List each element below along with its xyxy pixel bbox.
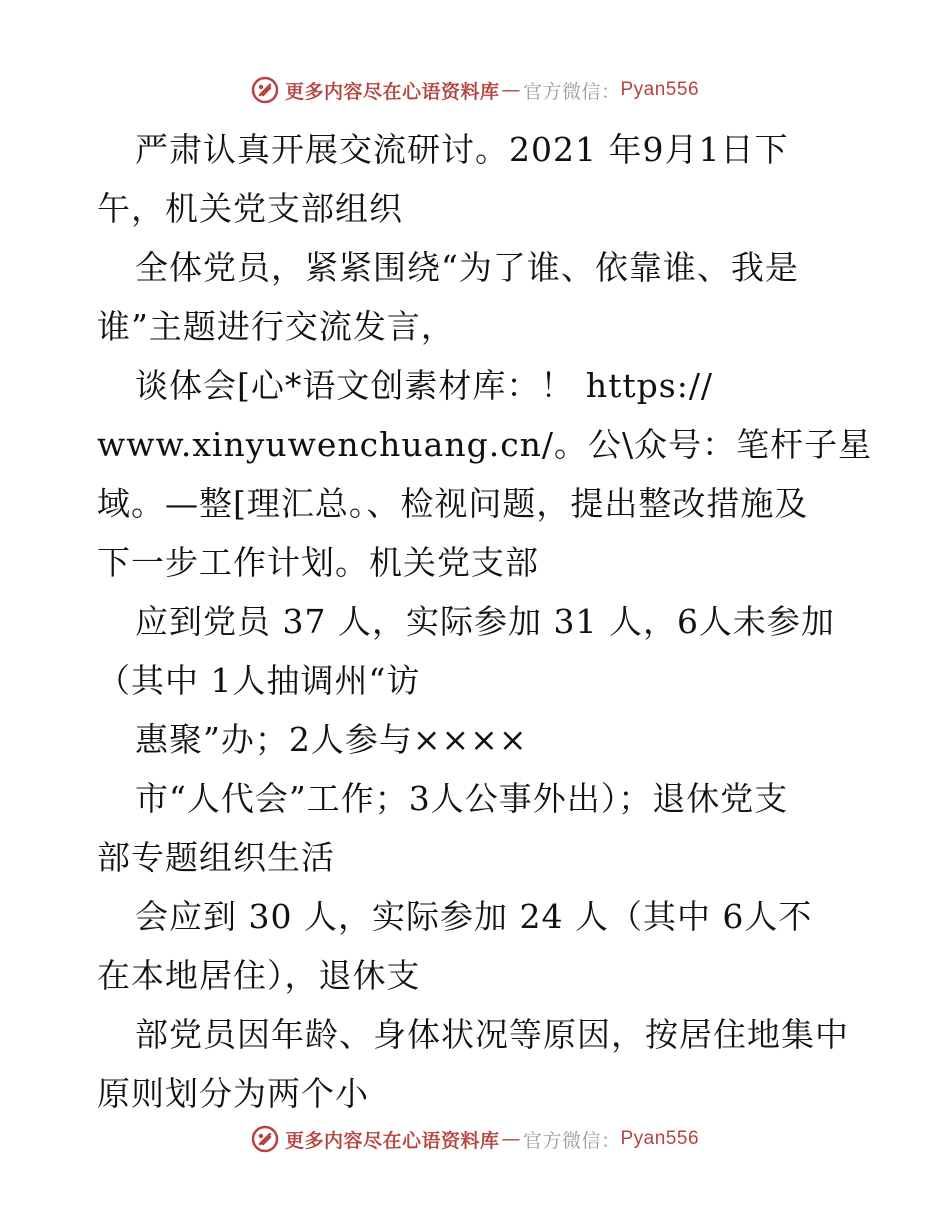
text-line: （其中 1人抽调州“访	[97, 661, 421, 700]
text-line: 应到党员 37 人，实际参加 31 人，6人未参加	[135, 602, 835, 641]
text-line: 市“人代会”工作；3人公事外出）；退休党支	[135, 779, 789, 818]
banner-official-label: 官方微信：	[522, 80, 621, 103]
text-line: 在本地居住），退休支	[97, 956, 421, 995]
text-line: 惠聚”办；2人参与××××	[135, 720, 528, 759]
text-line: 全体党员，紧紧围绕“为了谁、依靠谁、我是	[135, 248, 799, 287]
text-line: 谁”主题进行交流发言，	[97, 307, 455, 346]
banner-dash: —	[501, 1128, 521, 1150]
text-line: 部专题组织生活	[97, 838, 335, 877]
text-line: 域。—整[理汇总。、检视问题，提出整改措施及	[97, 484, 809, 523]
banner-official-label: 官方微信：	[522, 1129, 621, 1152]
banner-handle: Pyan556	[620, 1128, 700, 1149]
text-line: 会应到 30 人，实际参加 24 人（其中 6人不	[135, 897, 813, 936]
text-line: 部党员因年龄、身体状况等原因，按居住地集中	[135, 1015, 849, 1054]
banner-dash: —	[501, 79, 521, 101]
logo-icon	[251, 76, 279, 104]
text-line: 下一步工作计划。机关党支部	[97, 543, 539, 582]
banner-handle: Pyan556	[620, 79, 700, 100]
banner-brand: 更多内容尽在心语资料库	[284, 80, 500, 103]
document-body	[97, 120, 873, 1123]
text-line: 严肃认真开展交流研讨。2021 年9月1日下	[135, 130, 789, 169]
text-line: 原则划分为两个小	[97, 1074, 369, 1113]
logo-icon	[251, 1125, 279, 1153]
header-banner	[0, 70, 950, 110]
text-line: www.xinyuwenchuang.cn/。公\众号：笔杆子星	[97, 425, 873, 464]
footer-banner	[0, 1119, 950, 1159]
banner-brand: 更多内容尽在心语资料库	[284, 1129, 500, 1152]
text-line: 谈体会[心*语文创素材库：！ https://	[135, 366, 714, 405]
text-line: 午，机关党支部组织	[97, 189, 403, 228]
